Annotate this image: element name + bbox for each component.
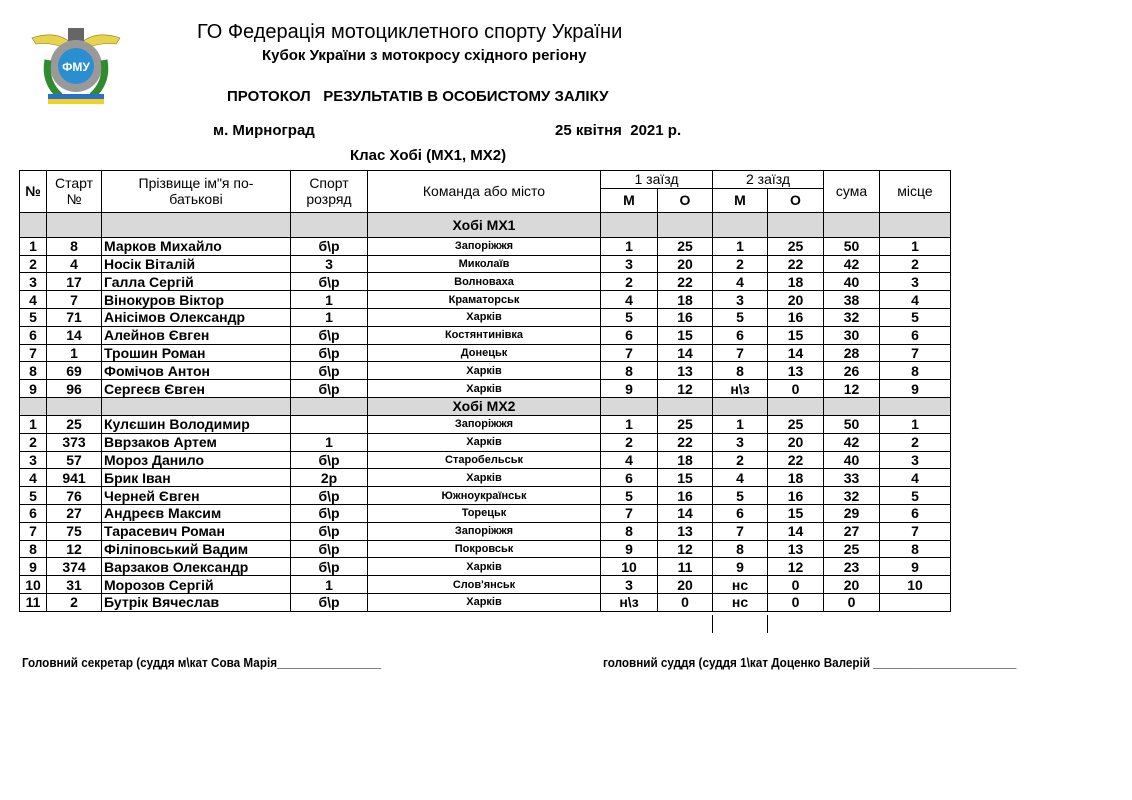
table-row bbox=[20, 433, 951, 451]
final-place: 10 bbox=[880, 576, 951, 594]
race1-pos: 7 bbox=[601, 344, 658, 362]
race2-pos: 8 bbox=[713, 362, 768, 380]
start-no: 25 bbox=[47, 415, 102, 433]
race2-pos: н\з bbox=[713, 380, 768, 398]
team: Запоріжжя bbox=[368, 415, 601, 433]
final-place: 9 bbox=[880, 380, 951, 398]
place-no: 11 bbox=[20, 593, 47, 611]
class-title: Клас Хобі (MX1, MX2) bbox=[350, 147, 507, 164]
col-name: Прізвище ім"я по-батькові bbox=[102, 171, 291, 213]
race1-pos: 1 bbox=[601, 415, 658, 433]
race1-pos: 6 bbox=[601, 326, 658, 344]
race1-pts: 12 bbox=[658, 380, 713, 398]
team: Харків bbox=[368, 362, 601, 380]
cup-subtitle: Кубок України з мотокросу східного регіону bbox=[262, 47, 587, 64]
team: Запоріжжя bbox=[368, 237, 601, 255]
race1-pos: н\з bbox=[601, 593, 658, 611]
table-row bbox=[20, 380, 951, 398]
start-no: 2 bbox=[47, 593, 102, 611]
race1-pts: 20 bbox=[658, 576, 713, 594]
sport-rank: б\р bbox=[291, 237, 368, 255]
empty-cell bbox=[824, 397, 880, 415]
race2-pts: 18 bbox=[768, 469, 824, 487]
final-place: 1 bbox=[880, 415, 951, 433]
race2-pos: 4 bbox=[713, 469, 768, 487]
sum: 38 bbox=[824, 291, 880, 309]
sport-rank: 1 bbox=[291, 308, 368, 326]
sum: 40 bbox=[824, 451, 880, 469]
svg-text:ФМУ: ФМУ bbox=[62, 60, 90, 74]
sum: 30 bbox=[824, 326, 880, 344]
team: Волноваха bbox=[368, 273, 601, 291]
sport-rank: б\р bbox=[291, 558, 368, 576]
team: Торецьк bbox=[368, 504, 601, 522]
race1-pts: 18 bbox=[658, 291, 713, 309]
sport-rank bbox=[291, 415, 368, 433]
race2-pts: 18 bbox=[768, 273, 824, 291]
team: Краматорськ bbox=[368, 291, 601, 309]
place-no: 2 bbox=[20, 433, 47, 451]
place-no: 2 bbox=[20, 255, 47, 273]
race2-pos: 5 bbox=[713, 308, 768, 326]
race2-pos: 9 bbox=[713, 558, 768, 576]
race2-pts: 22 bbox=[768, 255, 824, 273]
team: Харків bbox=[368, 433, 601, 451]
rider-name: Тарасевич Роман bbox=[102, 522, 291, 540]
table-row bbox=[20, 237, 951, 255]
sum: 26 bbox=[824, 362, 880, 380]
rider-name: Андреєв Максим bbox=[102, 504, 291, 522]
sum: 50 bbox=[824, 415, 880, 433]
judge-signature: головний суддя (суддя 1\кат Доценко Валерій ______________________ bbox=[603, 655, 1017, 670]
race1-pts: 16 bbox=[658, 487, 713, 505]
start-no: 27 bbox=[47, 504, 102, 522]
rider-name: Носік Віталій bbox=[102, 255, 291, 273]
race1-pts: 11 bbox=[658, 558, 713, 576]
race2-pts: 13 bbox=[768, 362, 824, 380]
empty-cell bbox=[20, 212, 47, 237]
table-row bbox=[20, 415, 951, 433]
race1-pos: 9 bbox=[601, 380, 658, 398]
race1-pos: 2 bbox=[601, 433, 658, 451]
race1-pts: 22 bbox=[658, 433, 713, 451]
empty-cell bbox=[658, 212, 713, 237]
race1-pos: 10 bbox=[601, 558, 658, 576]
race2-pts: 15 bbox=[768, 504, 824, 522]
sum: 25 bbox=[824, 540, 880, 558]
empty-cell bbox=[291, 212, 368, 237]
col-start: Старт № bbox=[47, 171, 102, 213]
start-no: 373 bbox=[47, 433, 102, 451]
race2-pos: 7 bbox=[713, 344, 768, 362]
group-row bbox=[20, 397, 951, 415]
sum: 33 bbox=[824, 469, 880, 487]
race1-pts: 14 bbox=[658, 504, 713, 522]
race2-pos: 6 bbox=[713, 504, 768, 522]
col-race2-m: М bbox=[713, 188, 768, 212]
rider-name: Сергеєв Євген bbox=[102, 380, 291, 398]
place-no: 6 bbox=[20, 326, 47, 344]
place-no: 7 bbox=[20, 522, 47, 540]
table-row bbox=[20, 540, 951, 558]
empty-cell bbox=[713, 397, 768, 415]
rider-name: Алейнов Євген bbox=[102, 326, 291, 344]
start-no: 941 bbox=[47, 469, 102, 487]
rider-name: Вінокуров Віктор bbox=[102, 291, 291, 309]
sum: 42 bbox=[824, 255, 880, 273]
sport-rank: б\р bbox=[291, 451, 368, 469]
race2-pos: 2 bbox=[713, 451, 768, 469]
start-no: 14 bbox=[47, 326, 102, 344]
team: Старобельськ bbox=[368, 451, 601, 469]
start-no: 7 bbox=[47, 291, 102, 309]
race2-pts: 14 bbox=[768, 522, 824, 540]
race1-pos: 9 bbox=[601, 540, 658, 558]
race1-pos: 5 bbox=[601, 487, 658, 505]
empty-cell bbox=[102, 212, 291, 237]
race1-pos: 3 bbox=[601, 255, 658, 273]
race2-pts: 20 bbox=[768, 291, 824, 309]
table-row bbox=[20, 451, 951, 469]
race1-pos: 1 bbox=[601, 237, 658, 255]
race1-pts: 16 bbox=[658, 308, 713, 326]
final-place: 2 bbox=[880, 433, 951, 451]
race2-pos: 8 bbox=[713, 540, 768, 558]
sport-rank: б\р bbox=[291, 487, 368, 505]
stray-line bbox=[767, 615, 768, 633]
race2-pos: 1 bbox=[713, 415, 768, 433]
race1-pts: 12 bbox=[658, 540, 713, 558]
sport-rank: б\р bbox=[291, 273, 368, 291]
team: Харків bbox=[368, 380, 601, 398]
team: Харків bbox=[368, 593, 601, 611]
start-no: 1 bbox=[47, 344, 102, 362]
final-place: 2 bbox=[880, 255, 951, 273]
secretary-signature: Головний секретар (суддя м\кат Сова Марія________________ bbox=[22, 655, 382, 670]
race2-pts: 16 bbox=[768, 487, 824, 505]
final-place: 6 bbox=[880, 504, 951, 522]
start-no: 4 bbox=[47, 255, 102, 273]
place-no: 5 bbox=[20, 487, 47, 505]
race2-pos: 3 bbox=[713, 433, 768, 451]
race2-pos: 6 bbox=[713, 326, 768, 344]
table-row bbox=[20, 576, 951, 594]
race2-pts: 20 bbox=[768, 433, 824, 451]
place-no: 9 bbox=[20, 380, 47, 398]
table-row bbox=[20, 362, 951, 380]
race1-pts: 22 bbox=[658, 273, 713, 291]
race2-pts: 14 bbox=[768, 344, 824, 362]
col-race2: 2 заїзд bbox=[713, 171, 824, 189]
place-no: 5 bbox=[20, 308, 47, 326]
start-no: 31 bbox=[47, 576, 102, 594]
rider-name: Варзаков Олександр bbox=[102, 558, 291, 576]
final-place: 1 bbox=[880, 237, 951, 255]
empty-cell bbox=[768, 397, 824, 415]
sport-rank: б\р bbox=[291, 380, 368, 398]
race1-pos: 4 bbox=[601, 291, 658, 309]
col-no: № bbox=[20, 171, 47, 213]
place-no: 3 bbox=[20, 451, 47, 469]
start-no: 374 bbox=[47, 558, 102, 576]
rider-name: Черней Євген bbox=[102, 487, 291, 505]
table-row bbox=[20, 558, 951, 576]
protocol-title: ПРОТОКОЛ РЕЗУЛЬТАТІВ В ОСОБИСТОМУ ЗАЛІКУ bbox=[227, 88, 609, 105]
place-no: 3 bbox=[20, 273, 47, 291]
col-team: Команда або місто bbox=[368, 171, 601, 213]
group-title: Хобі MX1 bbox=[368, 212, 601, 237]
race1-pos: 7 bbox=[601, 504, 658, 522]
race1-pts: 20 bbox=[658, 255, 713, 273]
sum: 27 bbox=[824, 522, 880, 540]
empty-cell bbox=[47, 212, 102, 237]
race1-pts: 13 bbox=[658, 522, 713, 540]
rider-name: Філіповський Вадим bbox=[102, 540, 291, 558]
table-row bbox=[20, 593, 951, 611]
race2-pts: 12 bbox=[768, 558, 824, 576]
empty-cell bbox=[47, 397, 102, 415]
table-row bbox=[20, 255, 951, 273]
rider-name: Анісімов Олександр bbox=[102, 308, 291, 326]
race1-pos: 8 bbox=[601, 362, 658, 380]
team: Миколаїв bbox=[368, 255, 601, 273]
race2-pos: 3 bbox=[713, 291, 768, 309]
race2-pos: 4 bbox=[713, 273, 768, 291]
sport-rank: 3 bbox=[291, 255, 368, 273]
race1-pos: 5 bbox=[601, 308, 658, 326]
empty-cell bbox=[291, 397, 368, 415]
table-row bbox=[20, 504, 951, 522]
place-no: 9 bbox=[20, 558, 47, 576]
start-no: 8 bbox=[47, 237, 102, 255]
table-row bbox=[20, 344, 951, 362]
table-row bbox=[20, 308, 951, 326]
race1-pts: 15 bbox=[658, 326, 713, 344]
rider-name: Галла Сергій bbox=[102, 273, 291, 291]
sum: 32 bbox=[824, 308, 880, 326]
stray-line bbox=[712, 615, 713, 633]
rider-name: Бутрік Вячеслав bbox=[102, 593, 291, 611]
team: Донецьк bbox=[368, 344, 601, 362]
race2-pts: 0 bbox=[768, 593, 824, 611]
team: Слов'янськ bbox=[368, 576, 601, 594]
race1-pts: 25 bbox=[658, 237, 713, 255]
empty-cell bbox=[601, 397, 658, 415]
start-no: 71 bbox=[47, 308, 102, 326]
sum: 32 bbox=[824, 487, 880, 505]
sum: 0 bbox=[824, 593, 880, 611]
place-no: 1 bbox=[20, 415, 47, 433]
team: Харків bbox=[368, 308, 601, 326]
col-race1-o: О bbox=[658, 188, 713, 212]
table-row bbox=[20, 273, 951, 291]
final-place: 3 bbox=[880, 273, 951, 291]
race2-pos: 7 bbox=[713, 522, 768, 540]
rider-name: Брик Іван bbox=[102, 469, 291, 487]
final-place: 4 bbox=[880, 469, 951, 487]
sport-rank: б\р bbox=[291, 504, 368, 522]
sport-rank: 2р bbox=[291, 469, 368, 487]
rider-name: Фомічов Антон bbox=[102, 362, 291, 380]
table-row bbox=[20, 487, 951, 505]
place-no: 1 bbox=[20, 237, 47, 255]
race1-pts: 25 bbox=[658, 415, 713, 433]
sport-rank: б\р bbox=[291, 540, 368, 558]
place-no: 8 bbox=[20, 540, 47, 558]
team: Харків bbox=[368, 558, 601, 576]
empty-cell bbox=[658, 397, 713, 415]
team: Запоріжжя bbox=[368, 522, 601, 540]
sport-rank: б\р bbox=[291, 593, 368, 611]
rider-name: Морозов Сергій bbox=[102, 576, 291, 594]
race2-pts: 13 bbox=[768, 540, 824, 558]
race2-pts: 25 bbox=[768, 415, 824, 433]
start-no: 17 bbox=[47, 273, 102, 291]
results-table bbox=[19, 170, 951, 612]
race1-pos: 8 bbox=[601, 522, 658, 540]
race1-pos: 3 bbox=[601, 576, 658, 594]
city: м. Мирноград bbox=[213, 122, 315, 139]
race1-pos: 6 bbox=[601, 469, 658, 487]
empty-cell bbox=[880, 397, 951, 415]
place-no: 7 bbox=[20, 344, 47, 362]
race1-pos: 2 bbox=[601, 273, 658, 291]
sum: 12 bbox=[824, 380, 880, 398]
sum: 50 bbox=[824, 237, 880, 255]
col-place: місце bbox=[880, 171, 951, 213]
sum: 28 bbox=[824, 344, 880, 362]
final-place: 9 bbox=[880, 558, 951, 576]
empty-cell bbox=[880, 212, 951, 237]
final-place: 8 bbox=[880, 540, 951, 558]
sport-rank: б\р bbox=[291, 362, 368, 380]
final-place: 3 bbox=[880, 451, 951, 469]
final-place: 7 bbox=[880, 344, 951, 362]
sum: 42 bbox=[824, 433, 880, 451]
place-no: 8 bbox=[20, 362, 47, 380]
race1-pts: 0 bbox=[658, 593, 713, 611]
place-no: 4 bbox=[20, 469, 47, 487]
race2-pts: 15 bbox=[768, 326, 824, 344]
sport-rank: б\р bbox=[291, 522, 368, 540]
table-row bbox=[20, 469, 951, 487]
race2-pos: 5 bbox=[713, 487, 768, 505]
col-race2-o: О bbox=[768, 188, 824, 212]
final-place: 5 bbox=[880, 308, 951, 326]
table-row bbox=[20, 326, 951, 344]
race2-pts: 25 bbox=[768, 237, 824, 255]
team: Южноукраїнськ bbox=[368, 487, 601, 505]
start-no: 76 bbox=[47, 487, 102, 505]
final-place: 8 bbox=[880, 362, 951, 380]
date: 25 квітня 2021 р. bbox=[555, 122, 682, 139]
empty-cell bbox=[601, 212, 658, 237]
team: Харків bbox=[368, 469, 601, 487]
group-row bbox=[20, 212, 951, 237]
race2-pos: нс bbox=[713, 593, 768, 611]
empty-cell bbox=[768, 212, 824, 237]
race1-pts: 18 bbox=[658, 451, 713, 469]
col-rank: Спорт розряд bbox=[291, 171, 368, 213]
final-place: 4 bbox=[880, 291, 951, 309]
team: Покровськ bbox=[368, 540, 601, 558]
rider-name: Кулєшин Володимир bbox=[102, 415, 291, 433]
race2-pos: 2 bbox=[713, 255, 768, 273]
final-place: 5 bbox=[880, 487, 951, 505]
race2-pos: нс bbox=[713, 576, 768, 594]
place-no: 6 bbox=[20, 504, 47, 522]
rider-name: Вврзаков Артем bbox=[102, 433, 291, 451]
rider-name: Мороз Данило bbox=[102, 451, 291, 469]
race2-pts: 0 bbox=[768, 380, 824, 398]
race2-pts: 0 bbox=[768, 576, 824, 594]
place-no: 10 bbox=[20, 576, 47, 594]
empty-cell bbox=[102, 397, 291, 415]
sum: 20 bbox=[824, 576, 880, 594]
start-no: 75 bbox=[47, 522, 102, 540]
start-no: 96 bbox=[47, 380, 102, 398]
federation-logo bbox=[30, 20, 122, 110]
race2-pts: 16 bbox=[768, 308, 824, 326]
race1-pts: 14 bbox=[658, 344, 713, 362]
race1-pts: 15 bbox=[658, 469, 713, 487]
empty-cell bbox=[713, 212, 768, 237]
final-place bbox=[880, 593, 951, 611]
sum: 40 bbox=[824, 273, 880, 291]
sum: 29 bbox=[824, 504, 880, 522]
final-place: 7 bbox=[880, 522, 951, 540]
col-race1: 1 заїзд bbox=[601, 171, 713, 189]
start-no: 12 bbox=[47, 540, 102, 558]
table-row bbox=[20, 291, 951, 309]
race2-pts: 22 bbox=[768, 451, 824, 469]
federation-title: ГО Федерація мотоциклетного спорту України bbox=[197, 21, 623, 43]
col-race1-m: М bbox=[601, 188, 658, 212]
race1-pts: 13 bbox=[658, 362, 713, 380]
sum: 23 bbox=[824, 558, 880, 576]
empty-cell bbox=[20, 397, 47, 415]
start-no: 57 bbox=[47, 451, 102, 469]
place-no: 4 bbox=[20, 291, 47, 309]
race2-pos: 1 bbox=[713, 237, 768, 255]
sport-rank: б\р bbox=[291, 326, 368, 344]
rider-name: Марков Михайло bbox=[102, 237, 291, 255]
final-place: 6 bbox=[880, 326, 951, 344]
empty-cell bbox=[824, 212, 880, 237]
sport-rank: б\р bbox=[291, 344, 368, 362]
race1-pos: 4 bbox=[601, 451, 658, 469]
start-no: 69 bbox=[47, 362, 102, 380]
group-title: Хобі MX2 bbox=[368, 397, 601, 415]
sport-rank: 1 bbox=[291, 433, 368, 451]
sport-rank: 1 bbox=[291, 576, 368, 594]
rider-name: Трошин Роман bbox=[102, 344, 291, 362]
sport-rank: 1 bbox=[291, 291, 368, 309]
col-sum: сума bbox=[824, 171, 880, 213]
table-row bbox=[20, 522, 951, 540]
team: Костянтинівка bbox=[368, 326, 601, 344]
